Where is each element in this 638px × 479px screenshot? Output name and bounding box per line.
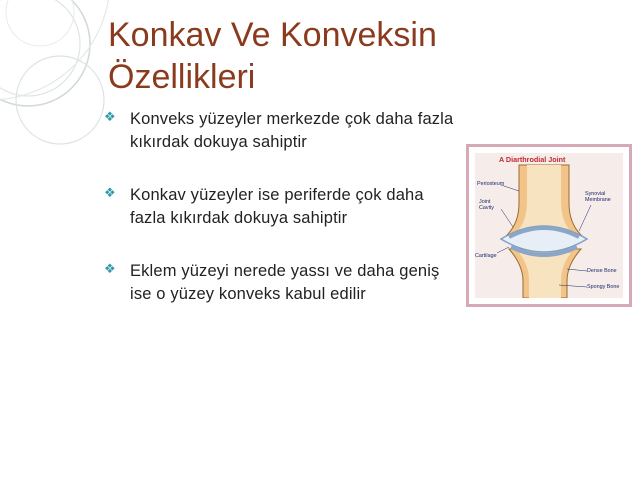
diamond-bullet-icon: ❖ bbox=[104, 185, 116, 200]
label-cartilage: Cartilage bbox=[475, 253, 497, 259]
bullet-list bbox=[104, 108, 464, 336]
joint-diagram-figure bbox=[466, 144, 632, 307]
bullet-item bbox=[104, 184, 464, 230]
joint-diagram-canvas bbox=[475, 153, 623, 298]
label-synovial-membrane: Synovial Membrane bbox=[585, 191, 611, 203]
bullet-text: Konkav yüzeyler ise periferde çok daha fazla kıkırdak dokuya sahiptir bbox=[130, 186, 424, 227]
diamond-bullet-icon: ❖ bbox=[104, 109, 116, 124]
slide-title: Konkav Ve Konveksin Özellikleri bbox=[108, 16, 437, 96]
joint-illustration bbox=[475, 153, 623, 298]
bullet-text: Eklem yüzeyi nerede yassı ve daha geniş ise o yüzey konveks kabul edilir bbox=[130, 262, 440, 303]
diamond-bullet-icon: ❖ bbox=[104, 261, 116, 276]
label-spongy-bone: Spongy Bone bbox=[587, 284, 620, 290]
label-joint-cavity: Joint Cavity bbox=[479, 199, 494, 211]
bullet-text: Konveks yüzeyler merkezde çok daha fazla kıkırdak dokuya sahiptir bbox=[130, 110, 454, 151]
label-periosteum: Periosteum bbox=[477, 181, 505, 187]
bullet-item bbox=[104, 108, 464, 154]
label-dense-bone: Dense Bone bbox=[587, 268, 617, 274]
figure-title: A Diarthrodial Joint bbox=[499, 155, 566, 164]
bullet-item bbox=[104, 260, 464, 306]
